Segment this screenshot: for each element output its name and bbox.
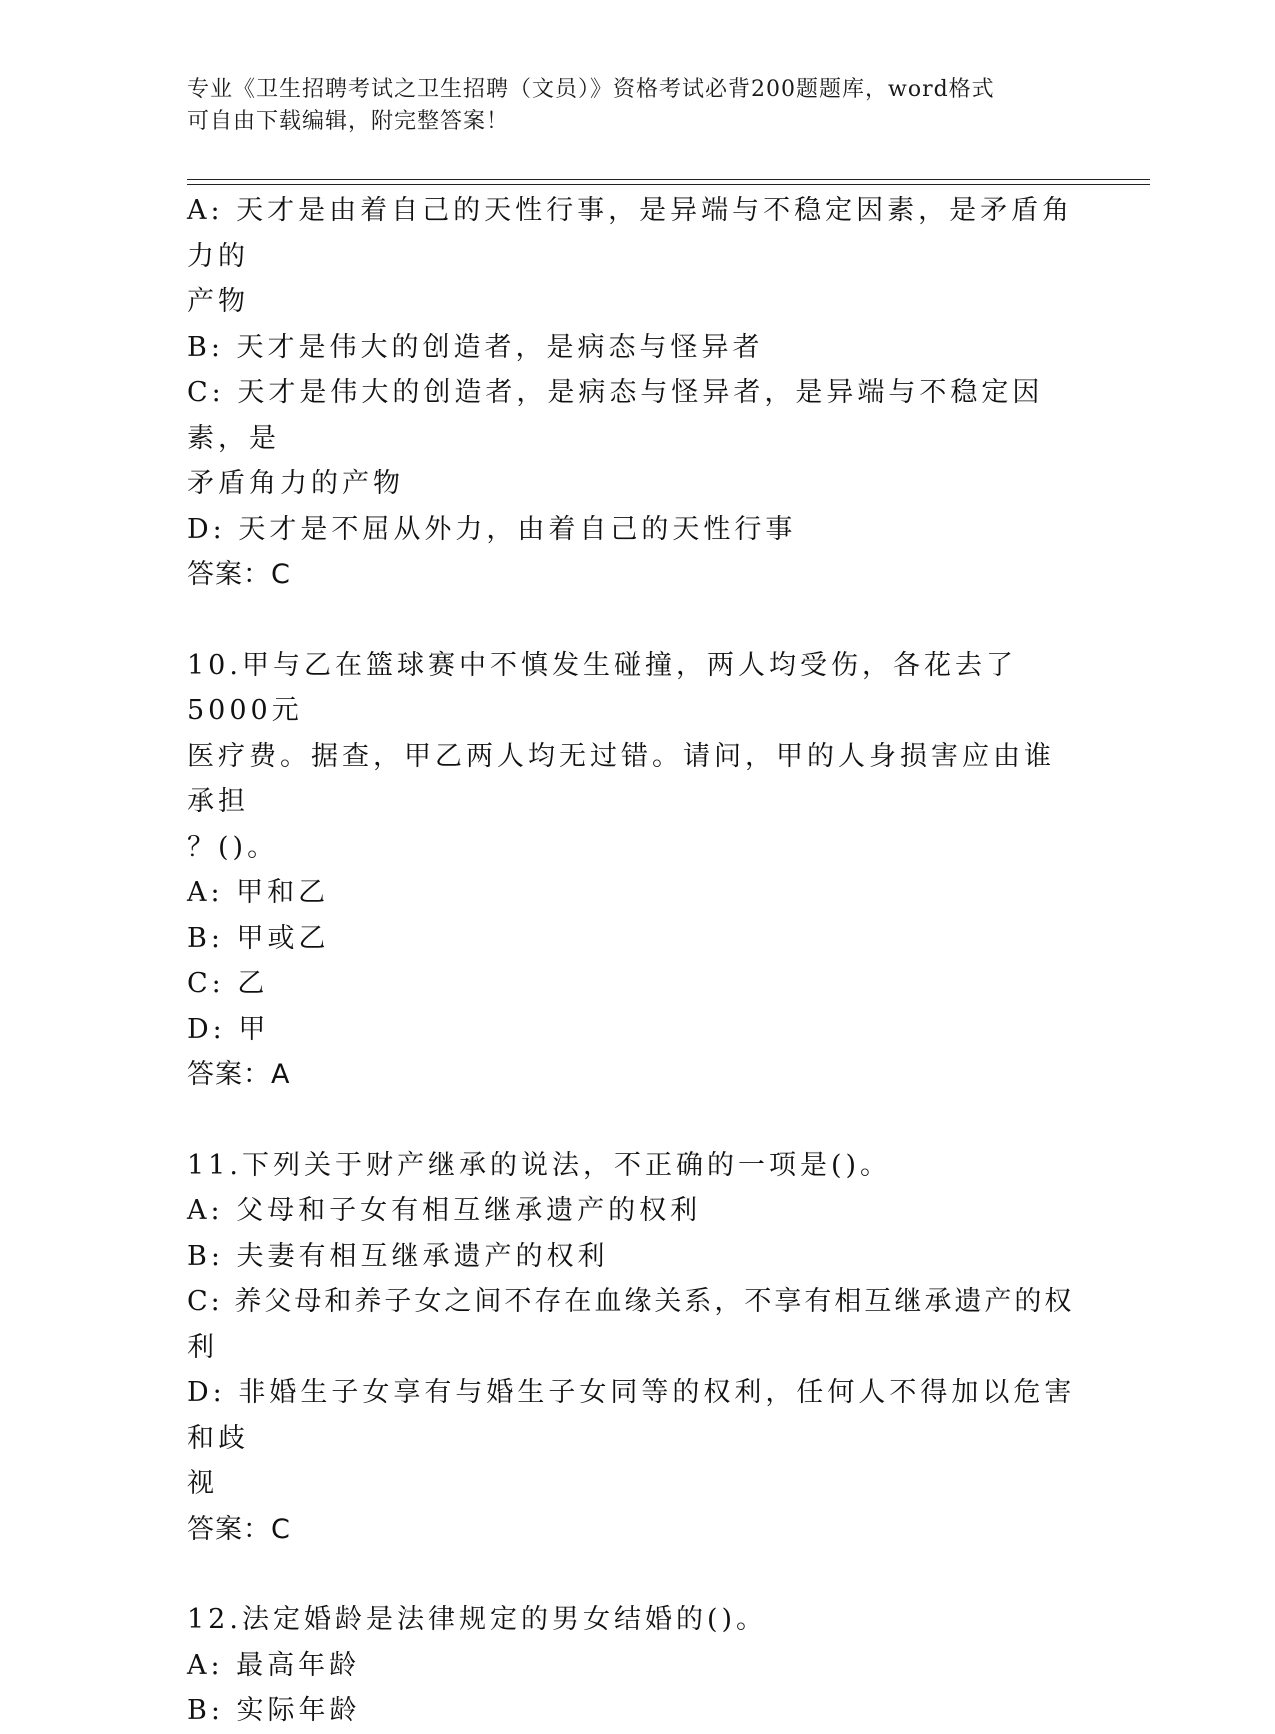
- question-list: [187, 188, 1077, 1734]
- question-stem-continued: 医疗费。据查，甲乙两人均无过错。请问，甲的人身损害应由谁承担: [187, 740, 1055, 817]
- option-d: D: 甲: [187, 1013, 270, 1045]
- document-header: [187, 74, 1087, 138]
- answer: 答案：C: [187, 559, 291, 590]
- option-d: D: 非婚生子女享有与婚生子女同等的权利，任何人不得加以危害和歧: [187, 1377, 1076, 1454]
- option-b: B: 甲或乙: [187, 922, 330, 954]
- question-stem: 12.法定婚龄是法律规定的男女结婚的()。: [187, 1604, 768, 1635]
- question-stem: 10.甲与乙在篮球赛中不慎发生碰撞，两人均受伤，各花去了5000元: [187, 649, 1017, 726]
- question-10: [187, 643, 1077, 1098]
- option-c: C: 乙: [187, 968, 269, 999]
- question-11: [187, 1143, 1077, 1553]
- question-9: [187, 188, 1077, 598]
- option-a: A: 最高年龄: [187, 1649, 361, 1681]
- option-c: C: 养父母和养子女之间不存在血缘关系，不享有相互继承遗产的权利: [187, 1286, 1075, 1363]
- option-c-continued: 矛盾角力的产物: [187, 468, 404, 499]
- option-a: A: 父母和子女有相互继承遗产的权利: [187, 1195, 702, 1226]
- question-stem-continued: ？()。: [187, 831, 279, 863]
- option-a: A: 天才是由着自己的天性行事，是异端与不稳定因素，是矛盾角力的: [187, 195, 1074, 272]
- question-stem: 11.下列关于财产继承的说法，不正确的一项是()。: [187, 1149, 892, 1181]
- question-12: [187, 1597, 1077, 1734]
- option-d-continued: 视: [187, 1468, 218, 1499]
- header-title-line-2: 可自由下载编辑，附完整答案！: [187, 109, 510, 134]
- answer: 答案：C: [187, 1513, 291, 1545]
- header-divider-top: [187, 179, 1150, 180]
- answer: 答案：A: [187, 1059, 291, 1090]
- option-a: A: 甲和乙: [187, 877, 330, 908]
- option-b: B: 实际年龄: [187, 1695, 361, 1726]
- header-title-line-1: 专业《卫生招聘考试之卫生招聘（文员）》资格考试必背200题题库，word格式: [187, 77, 995, 102]
- option-b: B: 夫妻有相互继承遗产的权利: [187, 1240, 609, 1272]
- option-d: D: 天才是不屈从外力，由着自己的天性行事: [187, 513, 797, 545]
- option-c: C: 天才是伟大的创造者，是病态与怪异者，是异端与不稳定因素，是: [187, 377, 1044, 454]
- option-a-continued: 产物: [187, 286, 249, 317]
- header-divider-bottom: [187, 184, 1150, 185]
- option-b: B: 天才是伟大的创造者，是病态与怪异者: [187, 331, 764, 363]
